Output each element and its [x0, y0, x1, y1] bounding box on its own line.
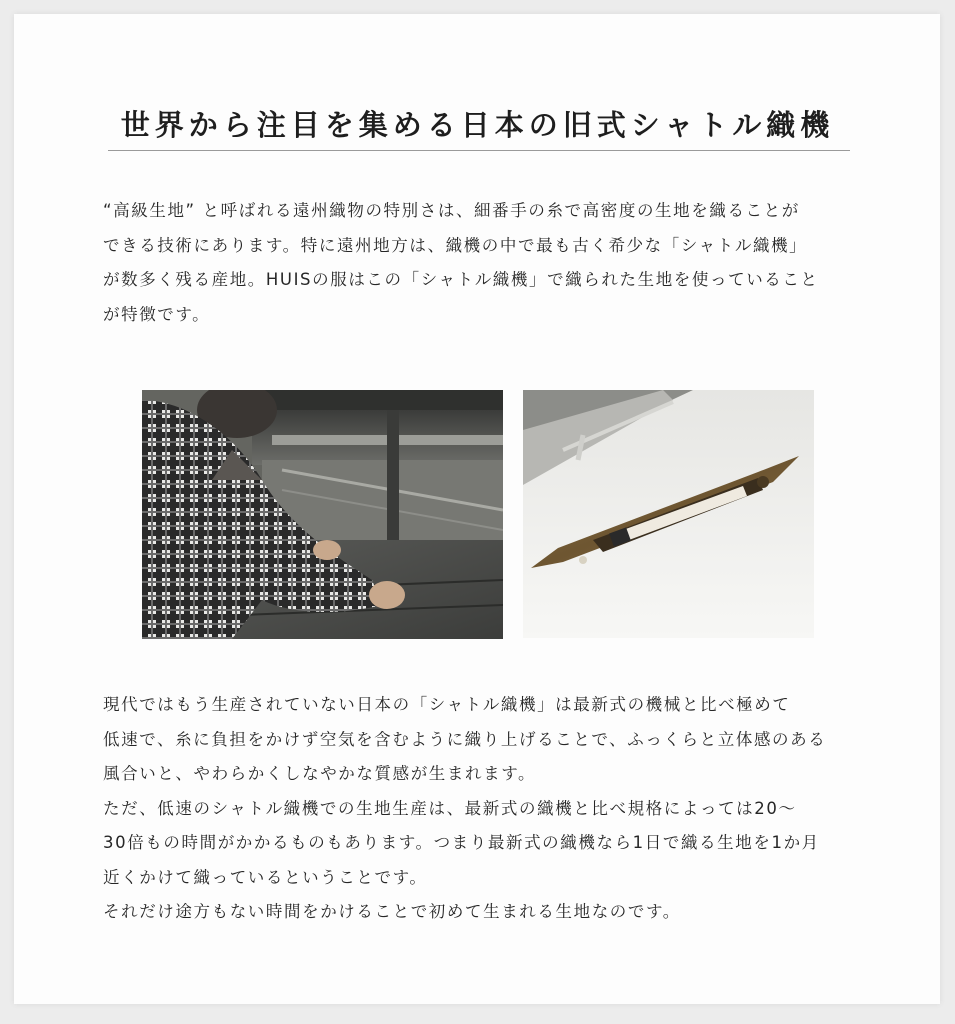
body-line: 風合いと、やわらかくしなやかな質感が生まれます。: [103, 764, 537, 783]
body-line: 30倍もの時間がかかるものもあります。つまり最新式の織機なら1日で織る生地を1か月: [103, 833, 820, 852]
page-title: 世界から注目を集める日本の旧式シャトル織機: [120, 108, 835, 142]
title-divider: [108, 150, 850, 151]
intro-line: “高級生地” と呼ばれる遠州織物の特別さは、細番手の糸で高密度の生地を織ることが: [103, 201, 800, 220]
body-line: 低速で、糸に負担をかけず空気を含むように織り上げることで、ふっくらと立体感のある: [103, 729, 827, 749]
body-line: 現代ではもう生産されていない日本の「シャトル織機」は最新式の機械と比べ極めて: [103, 695, 791, 714]
intro-paragraph: [103, 194, 863, 332]
wooden-shuttle-photo: [523, 390, 814, 638]
body-line: ただ、低速のシャトル織機での生地生産は、最新式の織機と比べ規格によっては20～: [103, 798, 797, 818]
body-line: 近くかけて織っているということです。: [103, 867, 428, 887]
intro-line: が特徴です。: [103, 304, 211, 324]
intro-line: できる技術にあります。特に遠州地方は、織機の中で最も古く希少な「シャトル織機」: [103, 235, 808, 255]
weaver-at-loom-photo: [142, 390, 503, 639]
body-paragraph: [103, 688, 863, 930]
body-line: それだけ途方もない時間をかけることで初めて生まれる生地なのです。: [103, 902, 681, 921]
intro-line: が数多く残る産地。HUISの服はこの「シャトル織機」で織られた生地を使っていること: [103, 270, 819, 289]
